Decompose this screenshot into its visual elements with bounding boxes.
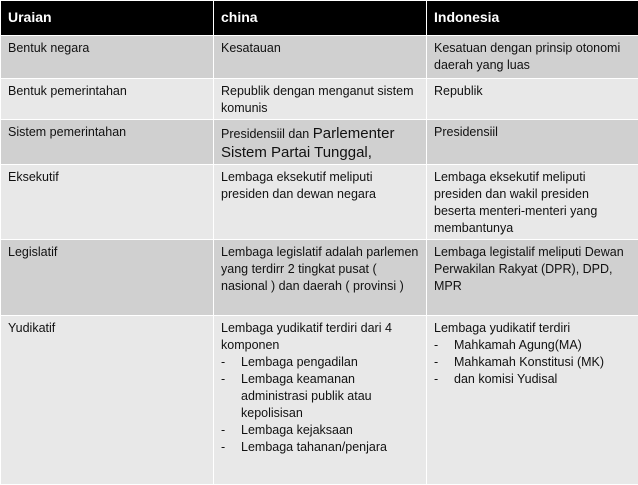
indonesia-cell: Kesatuan dengan prinsip otonomi daerah yang luas bbox=[427, 36, 638, 79]
table-row bbox=[1, 240, 638, 316]
list-item: - dan komisi Yudisal bbox=[434, 371, 631, 388]
header-indonesia: Indonesia bbox=[427, 1, 638, 36]
table-row bbox=[1, 165, 638, 240]
china-cell: Lembaga legislatif adalah parlemen yang terdirr 2 tingkat pusat ( nasional ) dan daerah ( provinsi ) bbox=[214, 240, 427, 316]
row-label: Legislatif bbox=[1, 240, 214, 316]
row-label: Bentuk pemerintahan bbox=[1, 79, 214, 120]
table-row bbox=[1, 36, 638, 79]
china-cell: Kesatauan bbox=[214, 36, 427, 79]
china-text-small: Presidensiil dan bbox=[221, 127, 309, 141]
table-row bbox=[1, 79, 638, 120]
table-row bbox=[1, 316, 638, 485]
row-label: Yudikatif bbox=[1, 316, 214, 485]
indonesia-cell: Presidensiil bbox=[427, 120, 638, 165]
table-row bbox=[1, 120, 638, 165]
china-cell: Lembaga eksekutif meliputi presiden dan dewan negara bbox=[214, 165, 427, 240]
list-item: - Lembaga keamanan administrasi publik atau kepolisisan bbox=[221, 371, 419, 422]
china-cell: Republik dengan menganut sistem komunis bbox=[214, 79, 427, 120]
indonesia-component-list bbox=[434, 337, 631, 388]
list-item: - Lembaga tahanan/penjara bbox=[221, 439, 419, 456]
indonesia-intro: Lembaga yudikatif terdiri bbox=[434, 320, 631, 337]
china-cell bbox=[214, 316, 427, 485]
indonesia-cell bbox=[427, 316, 638, 485]
row-label: Eksekutif bbox=[1, 165, 214, 240]
row-label: Bentuk negara bbox=[1, 36, 214, 79]
list-item: - Lembaga pengadilan bbox=[221, 354, 419, 371]
china-text-large: Parlementer Sistem Partai Tunggal, bbox=[221, 125, 394, 161]
header-row bbox=[1, 1, 638, 36]
list-item: - Mahkamah Agung(MA) bbox=[434, 337, 631, 354]
indonesia-cell: Lembaga eksekutif meliputi presiden dan wakil presiden beserta menteri-menteri yang membantunya bbox=[427, 165, 638, 240]
row-label: Sistem pemerintahan bbox=[1, 120, 214, 165]
china-intro: Lembaga yudikatif terdiri dari 4 komponen bbox=[221, 320, 419, 354]
indonesia-cell: Lembaga legistalif meliputi Dewan Perwakilan Rakyat (DPR), DPD, MPR bbox=[427, 240, 638, 316]
list-item: - Mahkamah Konstitusi (MK) bbox=[434, 354, 631, 371]
china-cell bbox=[214, 120, 427, 165]
china-component-list bbox=[221, 354, 419, 456]
header-china: china bbox=[214, 1, 427, 36]
indonesia-cell: Republik bbox=[427, 79, 638, 120]
list-item: - Lembaga kejaksaan bbox=[221, 422, 419, 439]
header-uraian: Uraian bbox=[1, 1, 214, 36]
